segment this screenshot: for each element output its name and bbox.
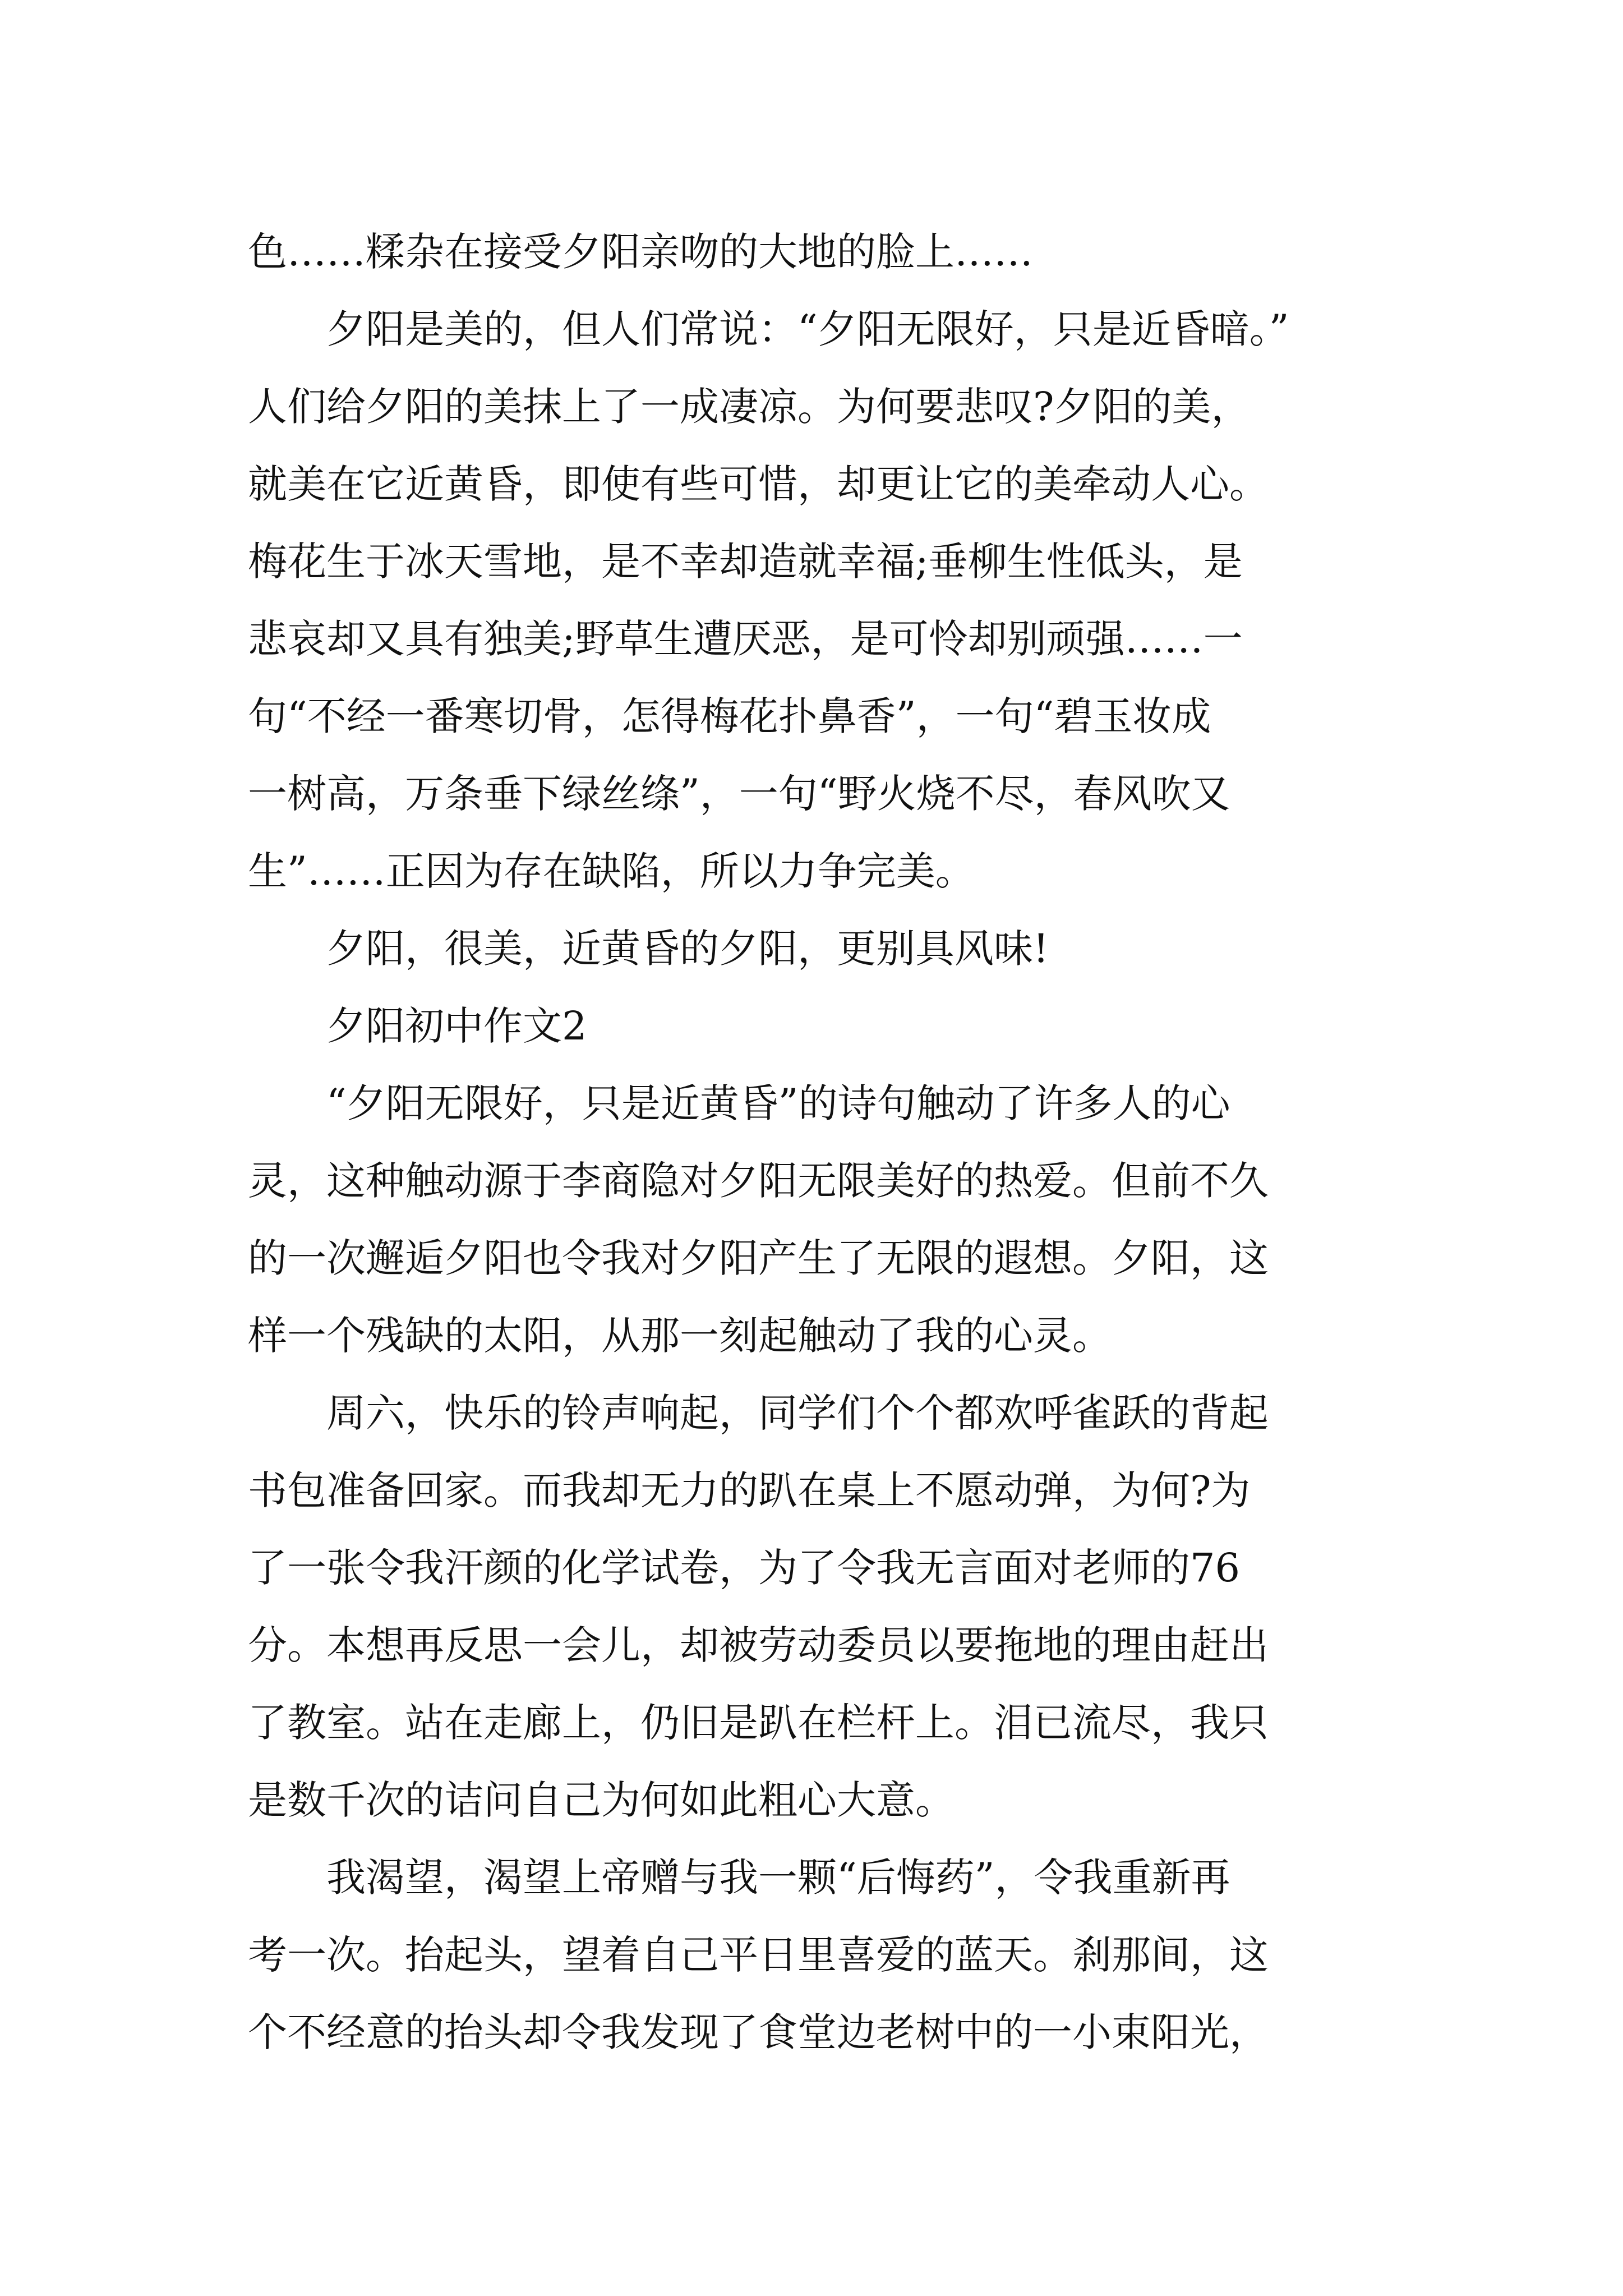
text-line: 就美在它近黄昏，即使有些可惜，却更让它的美牵动人心。 [248,461,1269,507]
text-line: 句“不经一番寒切骨，怎得梅花扑鼻香”，一句“碧玉妆成 [248,693,1211,739]
text-line: 我渴望，渴望上帝赠与我一颗“后悔药”，令我重新再 [326,1855,1230,1901]
text-line: 夕阳，很美，近黄昏的夕阳，更别具风味! [326,926,1049,972]
text-line: 色……糅杂在接受夕阳亲吻的大地的脸上…… [248,229,1033,275]
text-line: 了一张令我汗颜的化学试卷，为了令我无言面对老师的76 [248,1545,1241,1591]
text-line: 夕阳初中作文2 [326,1003,587,1049]
text-line: 的一次邂逅夕阳也令我对夕阳产生了无限的遐想。夕阳，这 [248,1235,1269,1281]
essay-text [248,213,1386,2071]
text-line: 周六，快乐的铃声响起，同学们个个都欢呼雀跃的背起 [326,1390,1269,1436]
text-line: 人们给夕阳的美抹上了一成凄凉。为何要悲叹?夕阳的美， [248,384,1251,430]
text-line: 分。本想再反思一会儿，却被劳动委员以要拖地的理由赶出 [248,1622,1269,1668]
text-line: 悲哀却又具有独美;野草生遭厌恶，是可怜却别顽强……一 [248,616,1243,662]
text-line: 个不经意的抬头却令我发现了食堂边老树中的一小束阳光， [248,2009,1269,2055]
text-line: 书包准备回家。而我却无力的趴在桌上不愿动弹，为何?为 [248,1467,1251,1513]
text-line: 梅花生于冰天雪地，是不幸却造就幸福;垂柳生性低头，是 [248,539,1243,585]
text-line: 一树高，万条垂下绿丝绦”，一句“野火烧不尽，春风吹又 [248,771,1230,817]
text-line: 生”……正因为存在缺陷，所以力争完美。 [248,848,975,894]
text-line: 是数千次的诘问自己为何如此粗心大意。 [248,1777,955,1823]
text-line: 样一个残缺的太阳，从那一刻起触动了我的心灵。 [248,1313,1112,1359]
text-line: 了教室。站在走廊上，仍旧是趴在栏杆上。泪已流尽，我只 [248,1700,1269,1746]
text-line: 夕阳是美的，但人们常说：“夕阳无限好，只是近昏暗。” [326,306,1289,352]
text-line: 考一次。抬起头，望着自己平日里喜爱的蓝天。刹那间，这 [248,1932,1269,1978]
text-line: “夕阳无限好，只是近黄昏”的诗句触动了许多人的心 [326,1080,1230,1126]
text-line: 灵，这种触动源于李商隐对夕阳无限美好的热爱。但前不久 [248,1158,1269,1204]
